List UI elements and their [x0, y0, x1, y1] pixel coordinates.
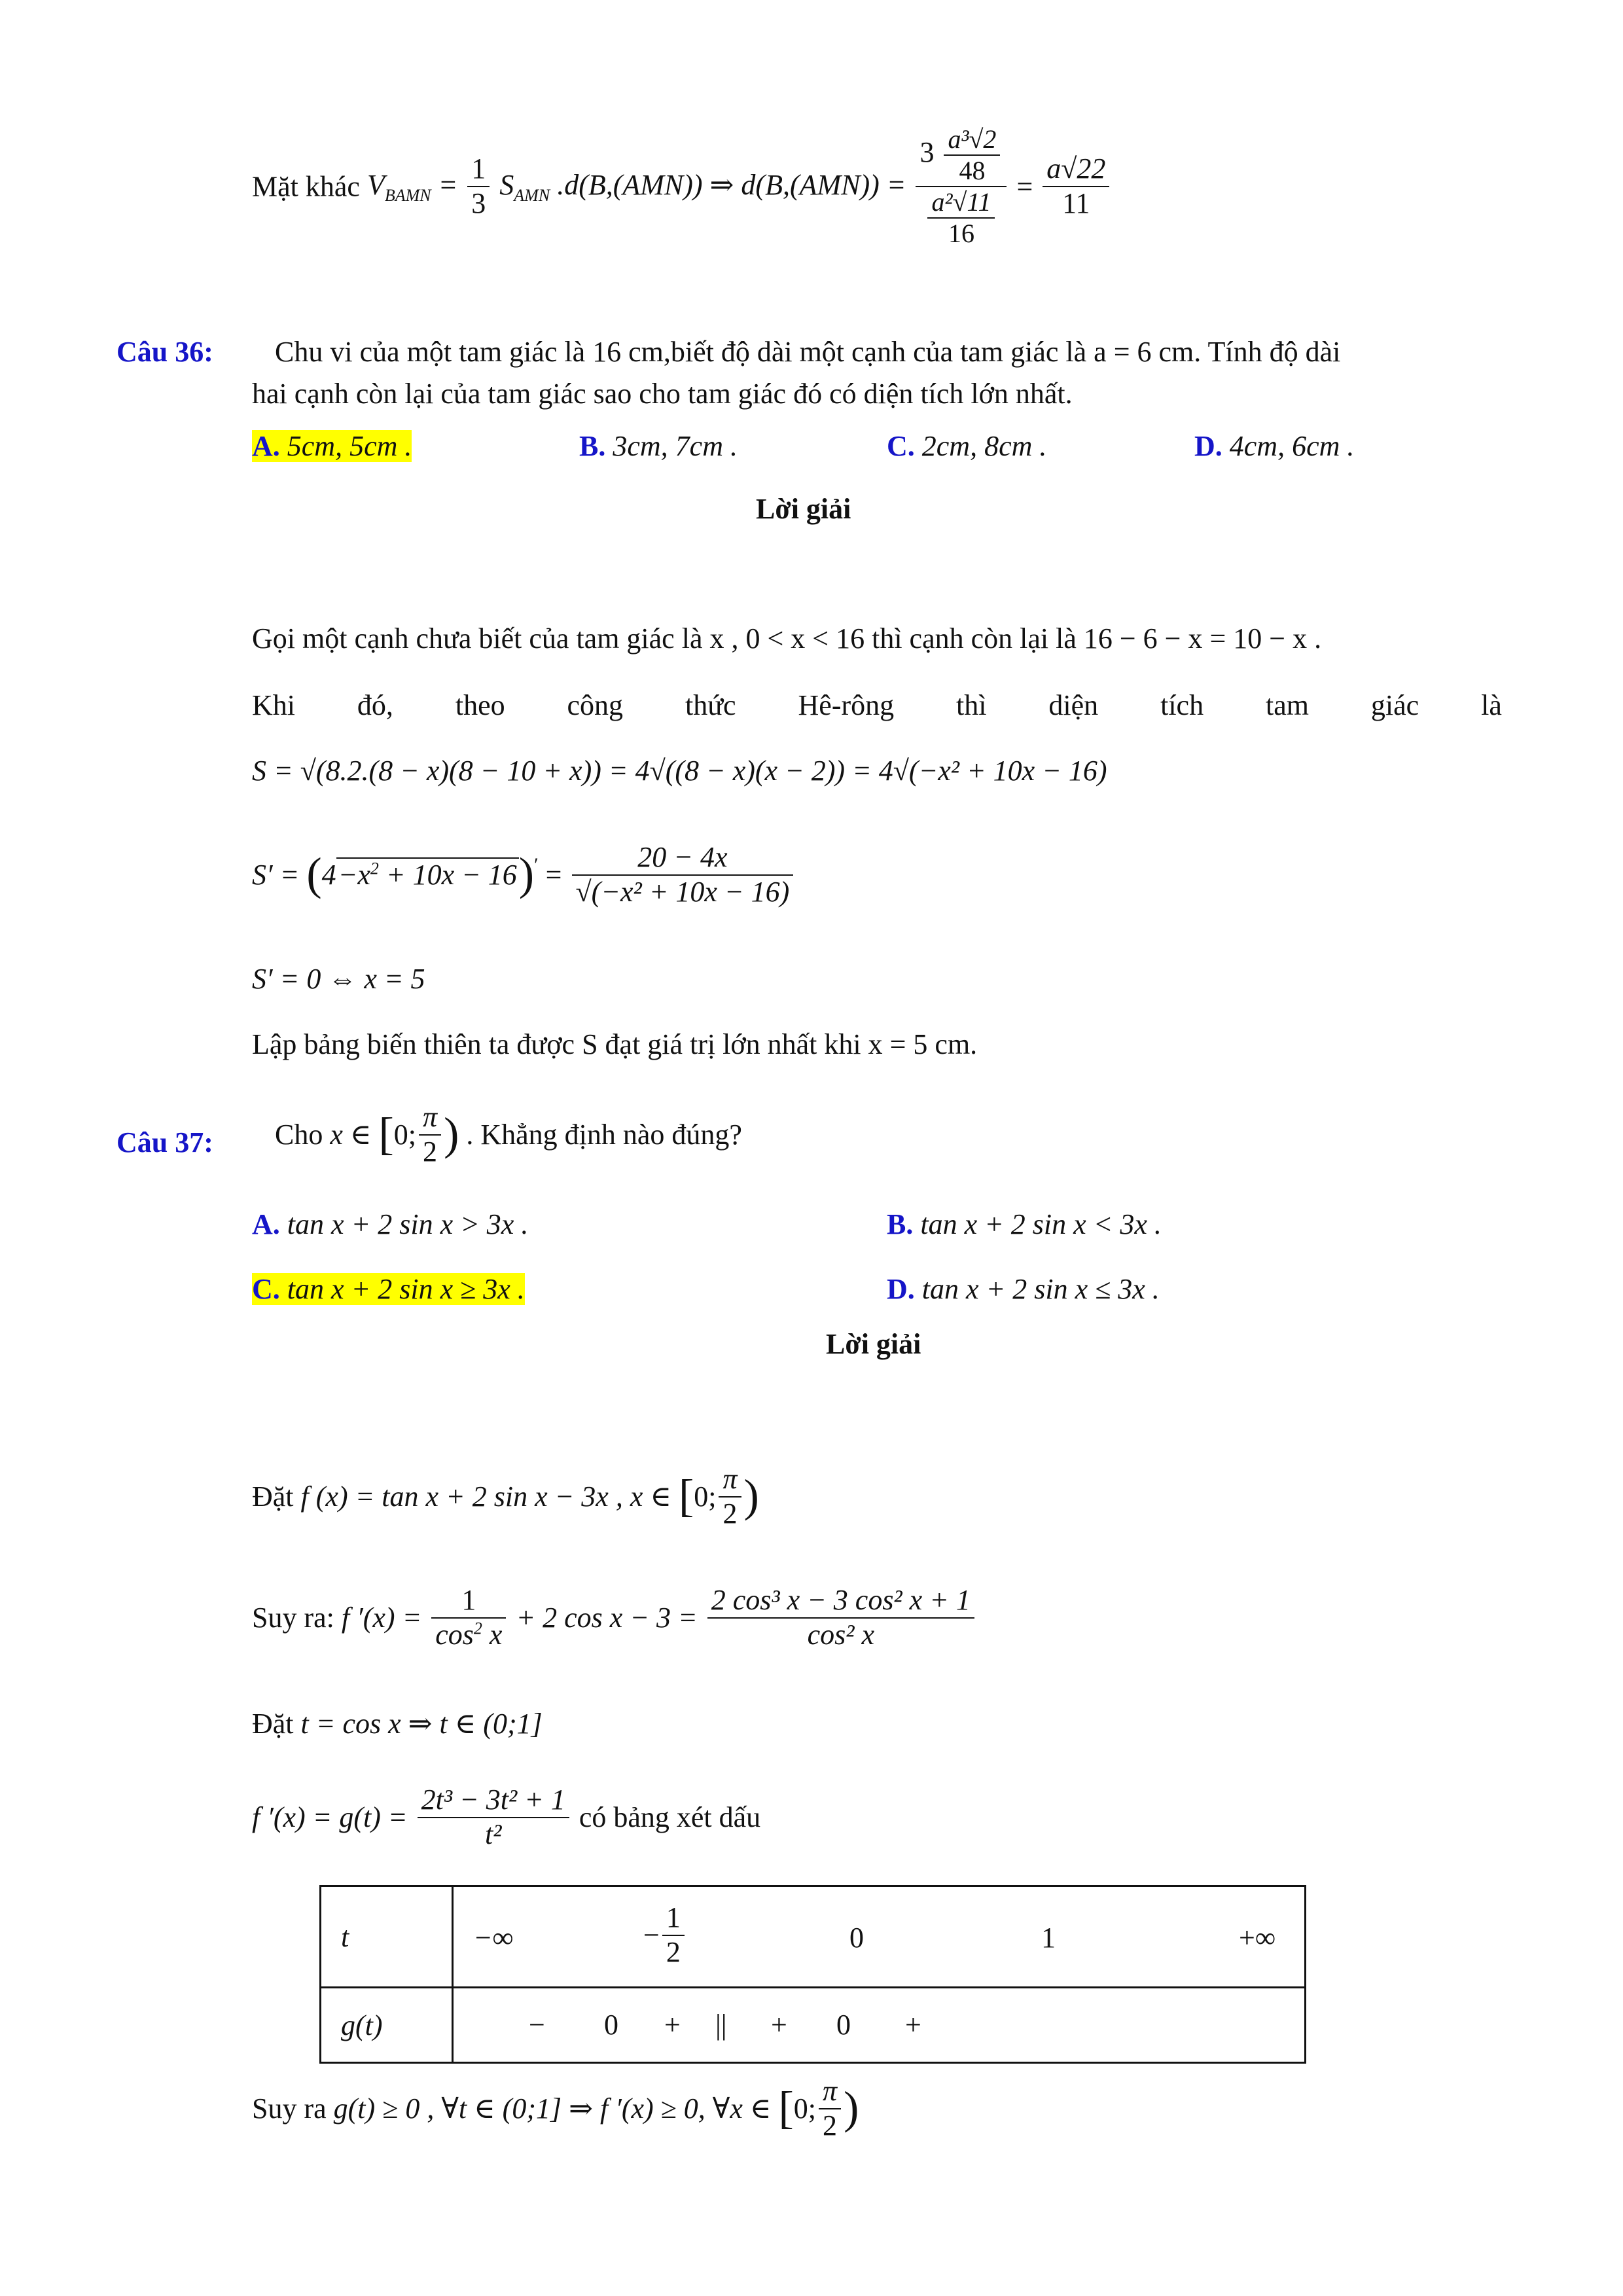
intro-label: Mặt khác	[252, 170, 360, 203]
t-value-neg-inf: −∞	[473, 1922, 514, 1954]
q37-sol-fprime: Suy ra: f ′(x) = $\frac{1}{\cos^2 x}$ + 2 cos x − 3 = $\frac{\text{2 cos³ x − 3 cos² x + 1}}{\text{cos² x}}$	[252, 1584, 977, 1651]
sign-table	[319, 1885, 1306, 2064]
sign-table-label-t: t	[321, 1886, 453, 1988]
q36-sol-derivative: $S' = (4-x^2 + 10x - 16)'$ = $\frac{20 - 4x}{\text{√(−x² + 10x − 16)}}$	[252, 841, 796, 908]
intro-formula: Mặt khác $V_{BAMN}$ = $\frac{1}{3}$ $S_{AMN}$ .d(B,(AMN)) ⇒ d(B,(AMN)) = 3 $\frac{\text{a³√2}}{48}$ $\frac{\text{a²√11}}{16}$ = $\frac{a√22}{11}$	[252, 124, 1112, 249]
q37-sol-fx: Đặt f (x) = tan x + 2 sin x − 3x , x ∈ [0; $\frac{\pi}{2}$ )	[252, 1463, 759, 1530]
g-sign-4: ||	[715, 2009, 727, 2041]
q36-solution-title: Lời giải	[756, 493, 851, 525]
q37-sol-g: f ′(x) = g(t) = $\frac{\text{2t³ − 3t² + 1}}{\text{t²}}$ có bảng xét dấu	[252, 1784, 761, 1850]
sign-table-row-t	[321, 1886, 1306, 1988]
t-value-neg-half: − $\frac{1}{2}$	[643, 1901, 687, 1969]
q36-sol-line2: Khi đó, theo công thức Hê-rông thì diện tích tam giác là	[252, 689, 1502, 721]
q36-text-line2: hai cạnh còn lại của tam giác sao cho tam giác đó có diện tích lớn nhất.	[252, 378, 1073, 410]
q37-label: Câu 37:	[116, 1126, 213, 1158]
q36-text-line1: Chu vi của một tam giác là 16 cm,biết độ dài một cạnh của tam giác là a = 6 cm. Tính độ dài	[275, 336, 1341, 368]
g-sign-7: +	[905, 2009, 921, 2041]
q37-option-d[interactable]: D. tan x + 2 sin x ≤ 3x .	[887, 1273, 1160, 1305]
g-sign-2: 0	[604, 2009, 618, 2041]
q37-sol-tdef: Đặt t = cos x ⇒ t ∈ (0;1]	[252, 1708, 543, 1740]
t-value-pos-inf: +∞	[1239, 1922, 1276, 1954]
g-sign-1: −	[529, 2009, 545, 2041]
g-sign-6: 0	[836, 2009, 851, 2041]
q36-option-c[interactable]: C. 2cm, 8cm .	[887, 430, 1047, 462]
sign-table-row-g	[321, 1988, 1306, 2063]
q36-option-b[interactable]: B. 3cm, 7cm .	[579, 430, 738, 462]
g-sign-3: +	[664, 2009, 681, 2041]
q36-sol-zero: S′ = 0 ⇔ x = 5	[252, 963, 425, 995]
t-value-zero: 0	[849, 1922, 864, 1954]
q37-sol-final: Suy ra g(t) ≥ 0 , ∀t ∈ (0;1] ⇒ f ′(x) ≥ 0, ∀x ∈ [0; $\frac{\pi}{2}$ )	[252, 2075, 859, 2142]
q36-option-a[interactable]: A. 5cm, 5cm .	[252, 430, 412, 462]
q36-sol-conclusion: Lập bảng biến thiên ta được S đạt giá trị lớn nhất khi x = 5 cm.	[252, 1028, 978, 1060]
sign-table-label-g: g(t)	[321, 1988, 453, 2063]
q36-label: Câu 36:	[116, 336, 213, 368]
q36-option-d[interactable]: D. 4cm, 6cm .	[1194, 430, 1355, 462]
intro-result: $\frac{a√22}{11}$	[1043, 152, 1109, 220]
intro-big-fraction: 3 $\frac{\text{a³√2}}{48}$ $\frac{\text{a²√11}}{16}$	[916, 124, 1007, 249]
q37-option-a[interactable]: A. tan x + 2 sin x > 3x .	[252, 1208, 529, 1240]
q37-text: Cho x ∈ [0; $\frac{\pi}{2}$ ) . Khẳng định nào đúng?	[275, 1101, 742, 1168]
q37-solution-title: Lời giải	[826, 1328, 921, 1360]
q37-option-c[interactable]: C. tan x + 2 sin x ≥ 3x .	[252, 1273, 525, 1305]
q36-sol-line1: Gọi một cạnh chưa biết của tam giác là x , 0 < x < 16 thì cạnh còn lại là 16 − 6 − x = 10 − x .	[252, 622, 1322, 655]
t-value-one: 1	[1041, 1922, 1056, 1954]
q37-option-b[interactable]: B. tan x + 2 sin x < 3x .	[887, 1208, 1162, 1240]
g-sign-5: +	[771, 2009, 787, 2041]
q36-sol-heron: S = √(8.2.(8 − x)(8 − 10 + x)) = 4√((8 − x)(x − 2)) = 4√(−x² + 10x − 16)	[252, 755, 1107, 787]
